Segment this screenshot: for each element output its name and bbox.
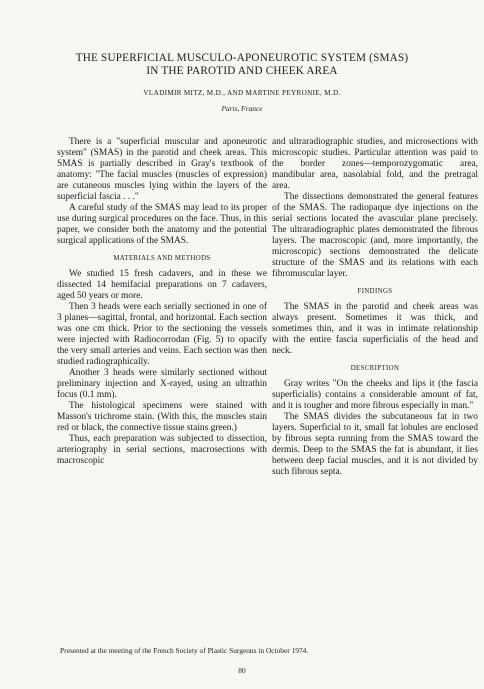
article-title-line-2: IN THE PAROTID AND CHEEK AREA [146, 65, 338, 77]
article-title-line-1: THE SUPERFICIAL MUSCULO-APONEUROTIC SYSTEM (SMAS) [75, 52, 409, 64]
methods-paragraph-4: The histological specimens were stained with Masson's trichrome stain. (With this, the muscles stain red or black, the connective tissue stains green.) [57, 401, 267, 433]
presentation-footnote: Presented at the meeting of the French Society of Plastic Surgeons in October 1974. [60, 646, 309, 655]
author-line: VLADIMIR MITZ, M.D., AND MARTINE PEYRONIE, M.D. [143, 89, 341, 97]
continued-paragraph-1: and ultraradiographic studies, and microsections with microscopic studies. Particular attention was paid to the border zones—temporozygomatic area, mandibular area, nasolabial fold, and the pretragal area. [272, 137, 478, 191]
methods-paragraph-5: Thus, each preparation was subjected to dissection, arteriography in serial sections, macrosections with macroscopic [57, 434, 267, 466]
right-column [272, 137, 478, 478]
description-paragraph-1: Gray writes "On the cheeks and lips it (the fascia superficialis) contains a considerable amount of fat, and it is tougher and more fibrous especially in man." [272, 379, 478, 411]
methods-paragraph-3: Another 3 heads were similarly sectioned without preliminary injection and X-rayed, using an ultrathin focus (0.1 mm). [57, 368, 267, 400]
section-heading-findings: FINDINGS [357, 288, 393, 295]
methods-paragraph-2: Then 3 heads were each serially sectioned in one of 3 planes—sagittal, frontal, and horizontal. Each section was one cm thick. Prior to the sectioning the vessels were injected with Radiocorrodan (Fig. 5) to opacify the very small arteries and veins. Each section was then studied radiographically. [57, 302, 267, 367]
page-number: 80 [238, 666, 246, 675]
article-title [0, 52, 484, 78]
affiliation-line: Paris, France [221, 104, 263, 113]
description-paragraph-2: The SMAS divides the subcutaneous fat in two layers. Superficial to it, small fat lobules are enclosed by fibrous septa running from the SMAS toward the dermis. Deep to the SMAS the fat is abundant, it lies between deep facial muscles, and it is not divided by such fibrous septa. [272, 412, 478, 477]
intro-paragraph-1: There is a "superficial muscular and aponeurotic system" (SMAS) in the parotid and cheek areas. This SMAS is partially described in Gray's textbook of anatomy: "The facial muscles (muscles of expression) are cutaneous muscles lying within the layers of the superficial fascia . . ." [57, 137, 267, 202]
section-heading-description: DESCRIPTION [350, 365, 400, 372]
continued-paragraph-2: The dissections demonstrated the general features of the SMAS. The radiopaque dye injections on the serial sections located the avascular plane precisely. The ultraradiographic plates demonstrated the fibrous layers. The macroscopic (and, more importantly, the microscopic) sections demonstrated the delicate structure of the SMAS and its relations with each fibromuscular layer. [272, 192, 478, 279]
methods-paragraph-1: We studied 15 fresh cadavers, and in these we dissected 14 hemifacial preparations on 7 cadavers, aged 50 years or more. [57, 269, 267, 301]
findings-paragraph-1: The SMAS in the parotid and cheek areas was always present. Sometimes it was thick, and sometimes thin, and it was in intimate relationship with the entire fascia superficialis of the head and neck. [272, 302, 478, 356]
intro-paragraph-2: A careful study of the SMAS may lead to its proper use during surgical procedures on the face. Thus, in this paper, we consider both the anatomy and the potential surgical applications of the SMAS. [57, 203, 267, 246]
section-heading-methods: MATERIALS AND METHODS [113, 255, 211, 262]
left-column [57, 137, 267, 467]
